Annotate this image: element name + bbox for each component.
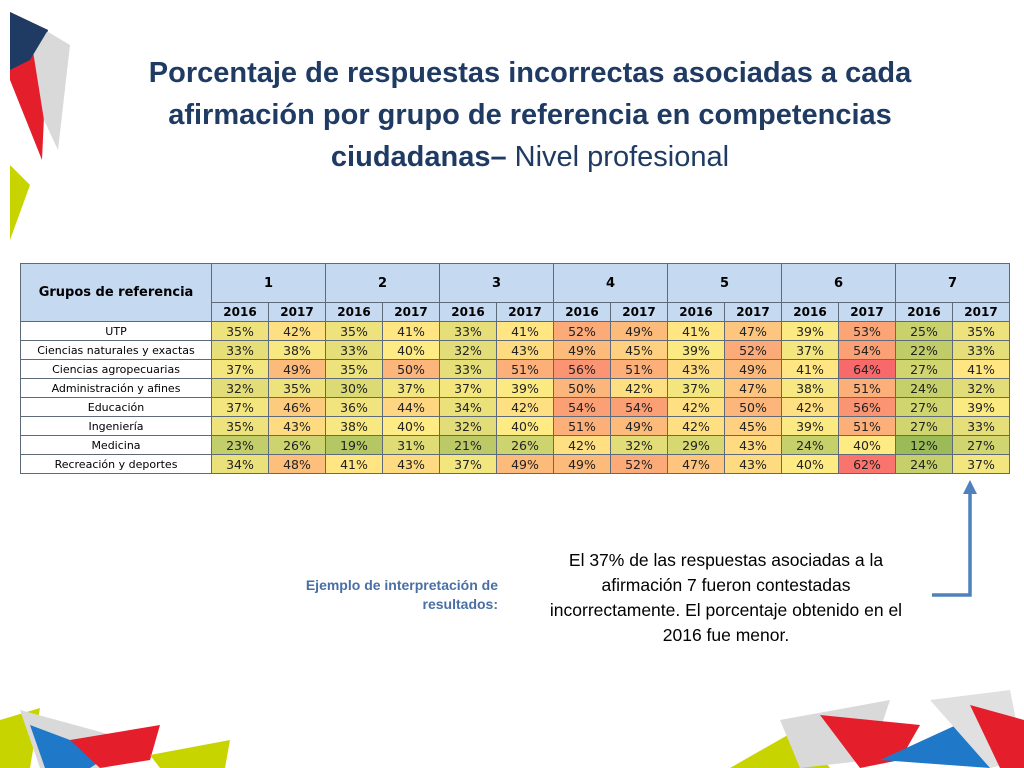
table-cell: 41% (497, 322, 554, 341)
header-year-2017: 2017 (839, 303, 896, 322)
table-cell: 42% (782, 398, 839, 417)
table-cell: 40% (383, 341, 440, 360)
table-cell: 29% (668, 436, 725, 455)
table-cell: 33% (440, 322, 497, 341)
table-cell: 49% (497, 455, 554, 474)
table-cell: 35% (212, 417, 269, 436)
arrow-head (963, 480, 977, 494)
table-cell: 32% (212, 379, 269, 398)
row-label: Medicina (21, 436, 212, 455)
header-affirmation-4: 4 (554, 264, 668, 303)
table-cell: 30% (326, 379, 383, 398)
row-label: Recreación y deportes (21, 455, 212, 474)
example-label: Ejemplo de interpretación de resultados: (305, 577, 498, 612)
table-cell: 50% (554, 379, 611, 398)
table-cell: 62% (839, 455, 896, 474)
table-cell: 42% (611, 379, 668, 398)
header-year-2016: 2016 (440, 303, 497, 322)
slide-title-bold: Porcentaje de respuestas incorrectas asociadas a cada afirmación por grupo de referencia en competencias ciudadanas– (148, 57, 912, 173)
header-year-2016: 2016 (782, 303, 839, 322)
table-cell: 39% (782, 322, 839, 341)
table-cell: 49% (554, 341, 611, 360)
table-cell: 37% (440, 379, 497, 398)
table-cell: 49% (611, 322, 668, 341)
row-label: UTP (21, 322, 212, 341)
table-cell: 41% (953, 360, 1010, 379)
table-cell: 47% (668, 455, 725, 474)
table-row (21, 322, 1010, 341)
table-cell: 54% (611, 398, 668, 417)
table-cell: 50% (383, 360, 440, 379)
table-cell: 27% (896, 398, 953, 417)
arrow-line (932, 490, 970, 595)
header-year-2016: 2016 (326, 303, 383, 322)
table-row (21, 379, 1010, 398)
table-cell: 24% (896, 455, 953, 474)
header-year-2017: 2017 (383, 303, 440, 322)
table-cell: 24% (782, 436, 839, 455)
table-cell: 42% (269, 322, 326, 341)
table-cell: 37% (440, 455, 497, 474)
table-cell: 12% (896, 436, 953, 455)
table-cell: 52% (725, 341, 782, 360)
table-cell: 42% (554, 436, 611, 455)
table-cell: 35% (212, 322, 269, 341)
table-cell: 54% (554, 398, 611, 417)
table-cell: 35% (326, 360, 383, 379)
table-row (21, 398, 1010, 417)
table-cell: 36% (326, 398, 383, 417)
row-label: Ingeniería (21, 417, 212, 436)
table-cell: 56% (839, 398, 896, 417)
table-cell: 52% (611, 455, 668, 474)
table-cell: 21% (440, 436, 497, 455)
table-cell: 32% (440, 341, 497, 360)
table-cell: 42% (668, 398, 725, 417)
table-cell: 34% (440, 398, 497, 417)
table-cell: 44% (383, 398, 440, 417)
table-cell: 43% (725, 436, 782, 455)
header-year-2017: 2017 (269, 303, 326, 322)
table-cell: 56% (554, 360, 611, 379)
table-cell: 48% (269, 455, 326, 474)
table-cell: 45% (725, 417, 782, 436)
table-cell: 33% (953, 341, 1010, 360)
table-cell: 35% (269, 379, 326, 398)
table-cell: 26% (269, 436, 326, 455)
table-cell: 27% (896, 417, 953, 436)
table-cell: 43% (668, 360, 725, 379)
table-cell: 37% (782, 341, 839, 360)
table-cell: 38% (269, 341, 326, 360)
table-cell: 38% (782, 379, 839, 398)
table-cell: 43% (269, 417, 326, 436)
table-cell: 40% (782, 455, 839, 474)
table-cell: 35% (326, 322, 383, 341)
table-cell: 22% (896, 341, 953, 360)
table-cell: 51% (497, 360, 554, 379)
header-groups: Grupos de referencia (21, 264, 212, 322)
table-cell: 47% (725, 379, 782, 398)
table-row (21, 417, 1010, 436)
table-cell: 33% (440, 360, 497, 379)
results-table (20, 263, 1010, 474)
header-affirmation-5: 5 (668, 264, 782, 303)
table-cell: 27% (896, 360, 953, 379)
table-cell: 41% (782, 360, 839, 379)
header-year-2016: 2016 (212, 303, 269, 322)
table-cell: 33% (326, 341, 383, 360)
table-cell: 43% (725, 455, 782, 474)
table-cell: 41% (383, 322, 440, 341)
table-cell: 31% (383, 436, 440, 455)
table-cell: 46% (269, 398, 326, 417)
header-year-2017: 2017 (725, 303, 782, 322)
table-cell: 40% (839, 436, 896, 455)
table-cell: 37% (212, 398, 269, 417)
table-cell: 19% (326, 436, 383, 455)
table-cell: 25% (896, 322, 953, 341)
table-cell: 51% (611, 360, 668, 379)
table-cell: 37% (668, 379, 725, 398)
table-cell: 32% (440, 417, 497, 436)
header-year-2017: 2017 (497, 303, 554, 322)
header-year-2016: 2016 (668, 303, 725, 322)
table-cell: 47% (725, 322, 782, 341)
table-cell: 45% (611, 341, 668, 360)
table-cell: 52% (554, 322, 611, 341)
table-cell: 49% (269, 360, 326, 379)
table-cell: 26% (497, 436, 554, 455)
table-cell: 50% (725, 398, 782, 417)
header-year-2016: 2016 (896, 303, 953, 322)
header-year-2017: 2017 (611, 303, 668, 322)
table-cell: 51% (839, 417, 896, 436)
table-cell: 32% (953, 379, 1010, 398)
table-cell: 37% (953, 455, 1010, 474)
header-year-2017: 2017 (953, 303, 1010, 322)
table-cell: 38% (326, 417, 383, 436)
slide-title (90, 52, 970, 178)
table-cell: 53% (839, 322, 896, 341)
row-label: Administración y afines (21, 379, 212, 398)
table-cell: 40% (497, 417, 554, 436)
table-cell: 51% (554, 417, 611, 436)
header-year-2016: 2016 (554, 303, 611, 322)
row-label: Ciencias agropecuarias (21, 360, 212, 379)
table-cell: 43% (383, 455, 440, 474)
table-cell: 40% (383, 417, 440, 436)
table-cell: 33% (953, 417, 1010, 436)
table-cell: 23% (212, 436, 269, 455)
table-row (21, 341, 1010, 360)
table-cell: 27% (953, 436, 1010, 455)
table-cell: 49% (554, 455, 611, 474)
table-row (21, 360, 1010, 379)
table-cell: 33% (212, 341, 269, 360)
table-row (21, 455, 1010, 474)
table-cell: 39% (953, 398, 1010, 417)
header-affirmation-1: 1 (212, 264, 326, 303)
table-cell: 24% (896, 379, 953, 398)
deco-bl-lime-ribbon-2 (150, 740, 230, 768)
slide-subtitle: Nivel profesional (506, 141, 730, 173)
table-cell: 32% (611, 436, 668, 455)
table-cell: 54% (839, 341, 896, 360)
table-cell: 42% (668, 417, 725, 436)
header-affirmation-6: 6 (782, 264, 896, 303)
table-cell: 39% (782, 417, 839, 436)
table-cell: 37% (212, 360, 269, 379)
example-text: El 37% de las respuestas asociadas a la afirmación 7 fueron contestadas incorrectamente. El porcentaje obtenido en el 2016 fue menor. (549, 550, 903, 645)
table-row (21, 436, 1010, 455)
row-label: Educación (21, 398, 212, 417)
header-affirmation-2: 2 (326, 264, 440, 303)
pointer-arrow (928, 478, 988, 600)
header-affirmation-3: 3 (440, 264, 554, 303)
table-cell: 43% (497, 341, 554, 360)
table-cell: 39% (497, 379, 554, 398)
table-cell: 42% (497, 398, 554, 417)
table-cell: 49% (611, 417, 668, 436)
table-cell: 39% (668, 341, 725, 360)
table-cell: 41% (668, 322, 725, 341)
table-cell: 35% (953, 322, 1010, 341)
deco-top-lime-ribbon (10, 165, 30, 240)
table-cell: 41% (326, 455, 383, 474)
table-cell: 49% (725, 360, 782, 379)
header-affirmation-7: 7 (896, 264, 1010, 303)
table-cell: 64% (839, 360, 896, 379)
table-cell: 34% (212, 455, 269, 474)
table-cell: 37% (383, 379, 440, 398)
row-label: Ciencias naturales y exactas (21, 341, 212, 360)
table-cell: 51% (839, 379, 896, 398)
